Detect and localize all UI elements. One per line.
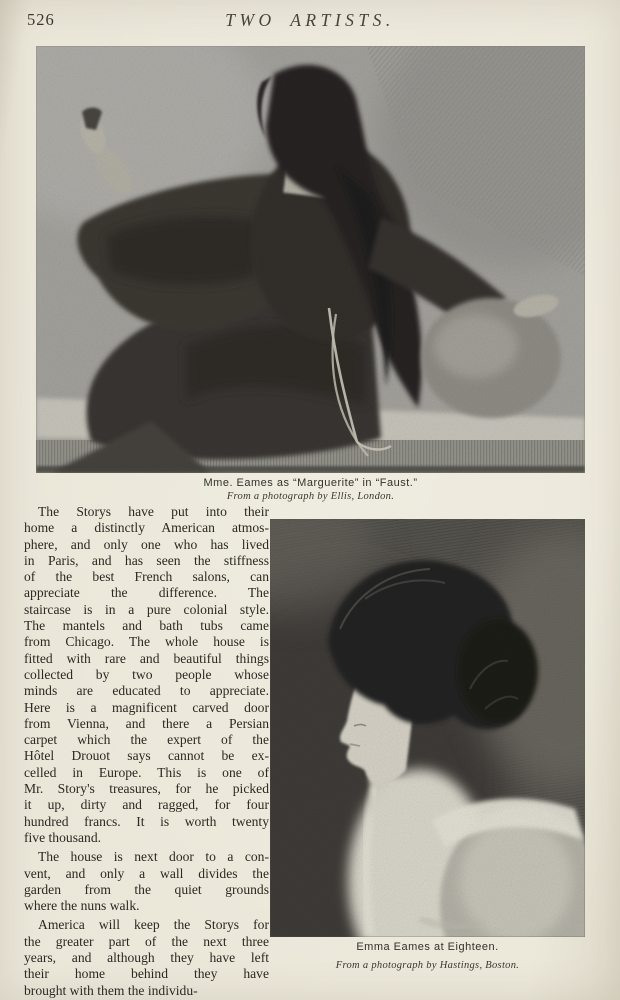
text-line: hundred francs. It is worth twenty	[24, 813, 269, 829]
text-line: of the best French salons, can	[24, 569, 269, 585]
text-line: carpet which the expert of the	[24, 732, 269, 748]
text-line: staircase is in a pure colonial style.	[24, 601, 269, 617]
paragraph	[24, 504, 269, 846]
figure1-credit: From a photograph by Ellis, London.	[226, 491, 395, 502]
text-line: from Vienna, and there a Persian	[24, 715, 269, 731]
figure2-photo	[270, 519, 585, 937]
article-text	[24, 504, 269, 1000]
text-line: in Paris, and has seen the stiffness	[24, 552, 269, 568]
figure1-engraving	[36, 46, 585, 473]
figure1-caption: Mme. Eames as “Marguerite” in “Faust.”	[203, 477, 418, 489]
text-line: garden from the quiet grounds	[24, 881, 269, 897]
figure2-caption: Emma Eames at Eighteen.	[356, 941, 499, 953]
text-line: The Storys have put into their	[38, 504, 269, 519]
text-line: the greater part of the next three	[24, 933, 269, 949]
text-line: home a distinctly American atmos-	[24, 520, 269, 536]
text-line: Mr. Story's treasures, for he picked	[24, 781, 269, 797]
paragraph	[24, 849, 269, 914]
text-line: appreciate the difference. The	[24, 585, 269, 601]
text-line: Here is a magnificent carved door	[24, 699, 269, 715]
text-line: phere, and only one who has lived	[24, 536, 269, 552]
text-line: celled in Europe. This is one of	[24, 764, 269, 780]
text-line: from Chicago. The whole house is	[24, 634, 269, 650]
text-line: The house is next door to a con-	[38, 849, 269, 865]
figure2-credit: From a photograph by Hastings, Boston.	[335, 960, 520, 971]
text-line: where the nuns walk.	[24, 898, 140, 914]
text-line: collected by two people whose	[24, 666, 269, 682]
text-line: fitted with rare and beautiful things	[24, 650, 269, 666]
text-line: minds are educated to appreciate.	[24, 683, 269, 699]
text-line: Hôtel Drouot says cannot be ex-	[24, 748, 269, 764]
text-line: years, and although they have left	[24, 950, 269, 966]
text-line: The mantels and bath tubs came	[24, 618, 269, 634]
figure1-photo	[36, 46, 585, 473]
text-line: five thousand.	[24, 829, 102, 845]
page-number: 526	[27, 10, 55, 29]
text-line: it up, dirty and ragged, for four	[24, 797, 269, 813]
page-title: TWO ARTISTS.	[225, 10, 395, 30]
figure2-engraving	[270, 519, 585, 937]
text-line: vent, and only a wall divides the	[24, 865, 269, 881]
text-line: America will keep the Storys for	[38, 917, 269, 933]
text-line: their home behind they have	[24, 966, 269, 982]
text-line: brought with them the individu-	[24, 982, 198, 998]
paragraph	[24, 917, 269, 998]
